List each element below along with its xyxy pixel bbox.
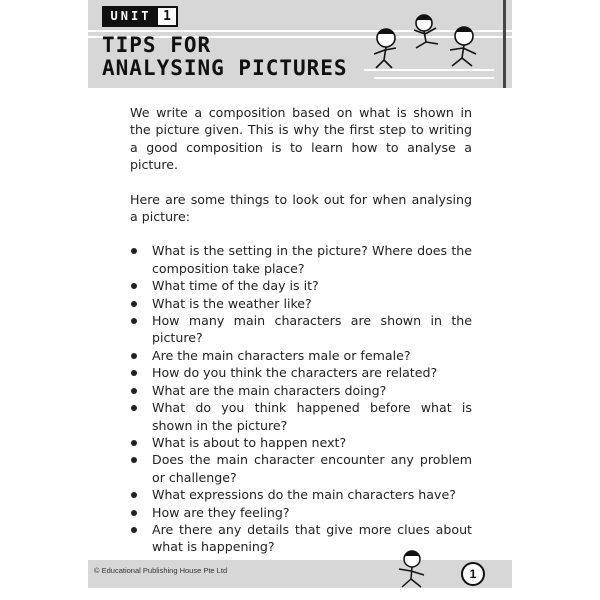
tip-text: Are the main characters male or female? [152,347,411,363]
list-item [130,277,472,294]
page-number: 1 [461,562,485,586]
tip-text: What do you think happened before what is shown in the picture? [152,400,472,433]
bullet-icon [131,457,137,463]
list-item [130,486,472,503]
unit-word: UNIT [104,8,158,25]
tip-text: What are the main characters doing? [152,382,387,398]
copyright-text: © Educational Publishing House Pte Ltd [94,566,228,575]
book-page [88,0,512,600]
tip-text: What time of the day is it? [152,278,319,294]
tip-text: Are there any details that give more clues about what is happening? [152,521,472,555]
header-band [88,0,512,88]
tip-text: How many main characters are shown in the picture? [152,313,472,346]
header-edge-bar [503,0,506,88]
children-racing-illustration [364,8,494,83]
unit-label [102,6,178,27]
list-item [130,399,472,434]
list-item [130,364,472,381]
bullet-icon [131,318,137,324]
tip-text: How do you think the characters are related? [152,365,438,381]
tip-text: Does the main character encounter any problem or challenge? [152,452,472,485]
list-item [130,504,472,521]
runner-figure [450,27,476,66]
running-child-illustration [390,549,438,593]
page-body [130,104,472,556]
bullet-icon [131,440,137,446]
list-item [130,451,472,486]
runner-figure [374,29,396,68]
bullet-icon [131,353,137,359]
unit-number: 1 [163,9,171,24]
bullet-icon [131,370,137,376]
bullet-icon [131,248,137,254]
list-item [130,347,472,364]
tip-text: How are they feeling? [152,504,290,520]
list-item [130,434,472,451]
bullet-icon [131,388,137,394]
intro-paragraph: Here are some things to look out for when analysing a picture: [130,191,472,225]
bullet-icon [131,405,137,411]
runner-figure [414,15,438,48]
bullet-icon [131,283,137,289]
tip-text: What is about to happen next? [152,434,347,450]
title-line-1: TIPS FOR [102,33,212,57]
tip-text: What is the weather like? [152,295,312,311]
title-line-2: ANALYSING PICTURES [102,56,348,80]
bullet-icon [131,492,137,498]
bullet-icon [131,301,137,307]
page-title [102,34,348,80]
tip-text: What is the setting in the picture? Where does the composition take place? [152,243,472,276]
bullet-icon [131,510,137,516]
list-item [130,295,472,312]
list-item [130,312,472,347]
list-item [130,382,472,399]
bullet-icon [131,527,137,533]
tip-text: What expressions do the main characters have? [152,487,456,503]
intro-paragraph: We write a composition based on what is shown in the picture given. This is why the first step to writing a good composition is to learn how to analyse a picture. [130,105,472,173]
list-item [130,242,472,277]
tips-list [130,242,472,555]
